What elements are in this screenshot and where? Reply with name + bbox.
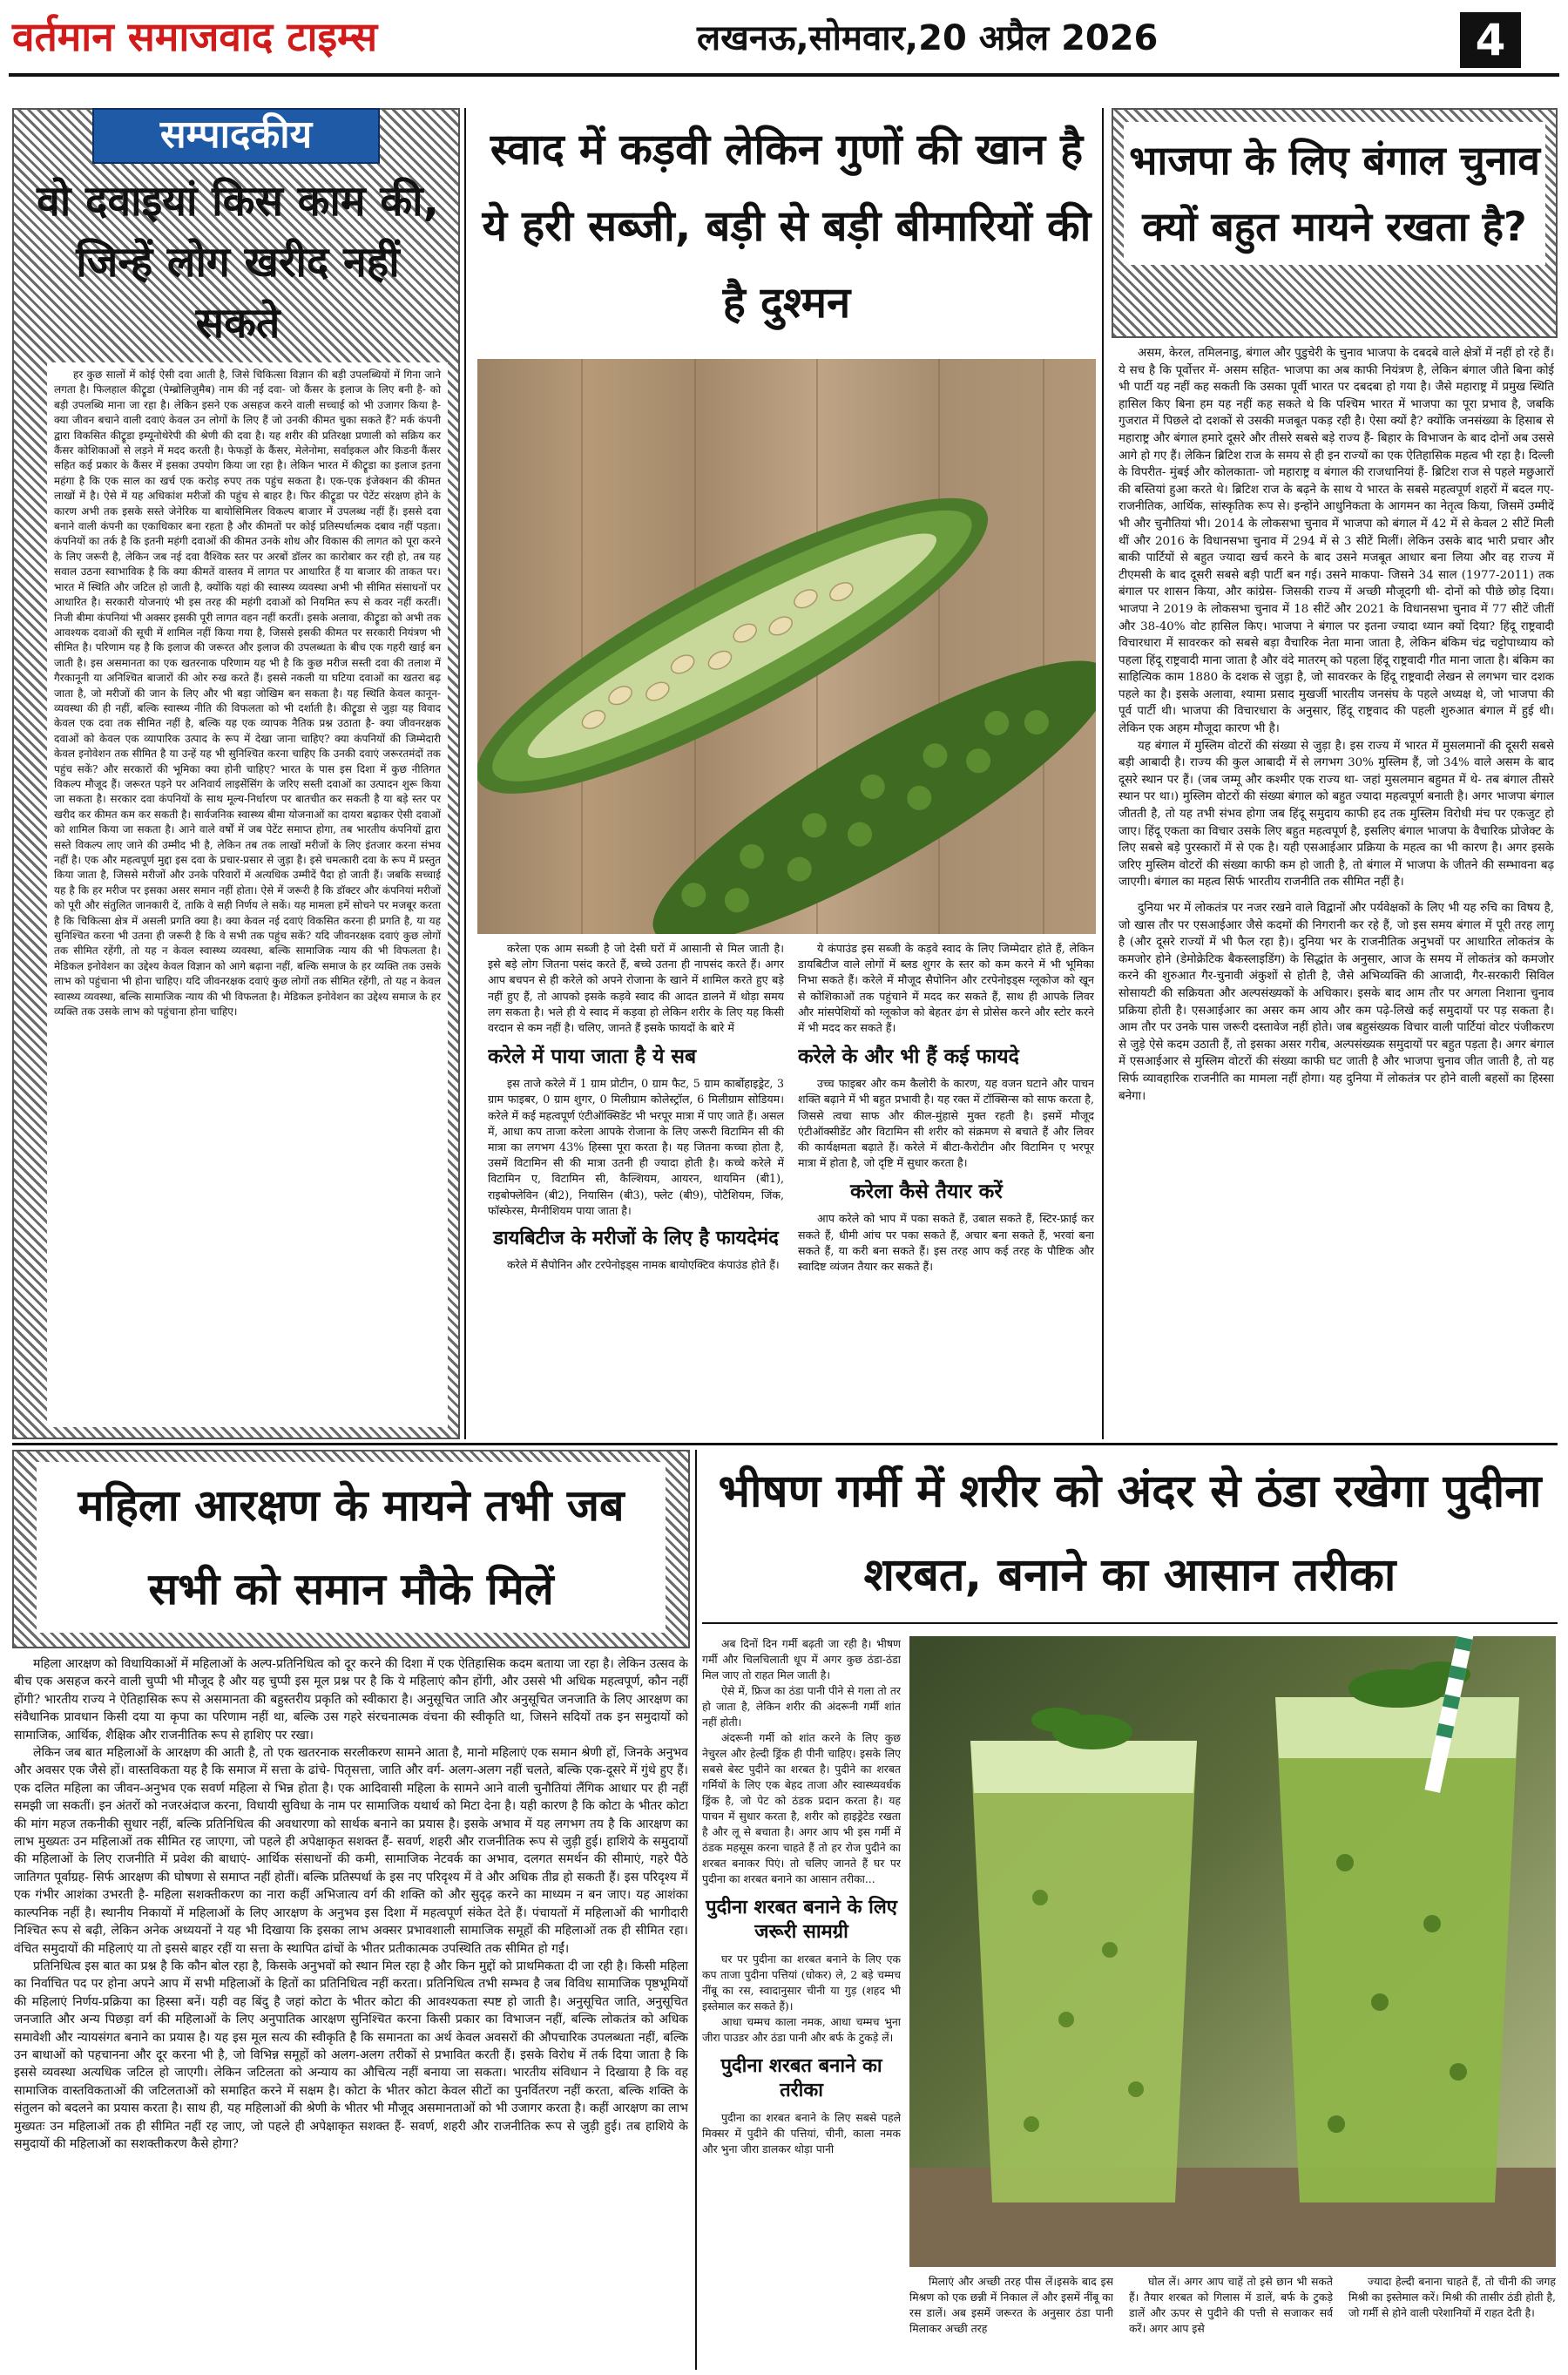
editorial-label-box — [92, 108, 380, 164]
mint-glass-left — [970, 1708, 1197, 2202]
reservation-paragraph: लेकिन जब बात महिलाओं के आरक्षण की आती है, तो एक खतरनाक सरलीकरण सामने आता है, मानो महिलाएं एक समान श्रेणी हों, जिनके अनुभव और अवसर एक जैसे हों। वास्तविकता यह है कि समाज में सत्ता के ढांचे- पितृसत्ता, जाति और वर्ग- अलग-अलग नहीं चलते, बल्कि एक-दूसरे में गुंथे हुए हैं। एक दलित महिला का जीवन-अनुभव एक सवर्ण महिला से भिन्न होता है। एक आदिवासी महिला के सामने आने वाली चुनौतियां लैंगिक आधार पर ही नहीं समझी जा सकतीं। इन अंतरों को नजरअंदाज करना, विधायी सुविधा के नाम पर सामाजिक यथार्थ को मिटा देना है। यही कारण है कि कोटा के भीतर कोटा की मांग महज तकनीकी सुधार नहीं, बल्कि प्रतिनिधित्व की अवधारणा को सार्थक बनाने का प्रयास है। इसके अभाव में यह लगभग तय है कि आरक्षण का लाभ मुख्यतः उन महिलाओं तक सीमित रह जाएगा, जो पहले ही अपेक्षाकृत सशक्त हैं- सवर्ण, शहरी और राजनीतिक रूप से जुड़ी हुई। हाशिये के समुदायों की महिलाओं के लिए राजनीति में प्रवेश की बाधाएं- आर्थिक संसाधनों की कमी, सामाजिक नेटवर्क का अभाव, दलगत समर्थन की सीमाएं, गहरे पैठे जातिगत पूर्वाग्रह- सिर्फ आरक्षण की घोषणा से समाप्त नहीं होतीं। बल्कि प्रतिस्पर्धा के इस नए परिदृश्य में वे और अधिक तीव्र हो सकती हैं। इस परिदृश्य में एक गंभीर आशंका उभरती है- महिला सशक्तीकरण का नारा कहीं अभिजात्य वर्ग की शक्ति को और सुदृढ़ करने का माध्यम न बन जाए। यह आशंका काल्पनिक नहीं है। स्थानीय निकायों में महिलाओं के लिए आरक्षण के अनुभव इस दिशा में महत्वपूर्ण संकेत देते हैं। पंचायतों में महिलाओं की भागीदारी निश्चित रूप से बढ़ी, लेकिन अनेक अध्ययनों ने यह भी दिखाया कि इसका लाभ अक्सर प्रभावशाली सामाजिक समूहों की महिलाओं तक ही सीमित रहा। वंचित समुदायों की महिलाएं या तो इससे बाहर रहीं या सत्ता के स्थापित ढांचों के भीतर प्रतीकात्मक उपस्थिति तक सीमित हो गईं। — [14, 1746, 688, 1956]
bittergourd-intro: करेला एक आम सब्जी है जो देसी घरों में आसानी से मिल जाती है। इसे बड़े लोग जितना पसंद करते हैं, बच्चे उतना ही नापसंद करते हैं। अगर आप बचपन से ही करेले को अपने रोजाना के खाने में शामिल करते हुए बड़े नहीं हुए हैं, तो आपको इसके कड़वे स्वाद की आदत डालने में थोड़ा समय लग सकता है। भले ही ये स्वाद में कड़वा हो लेकिन शरीर के लिए यह किसी वरदान से कम नहीं है। चलिए, जानते हैं इसके फायदों के बारे में — [488, 942, 784, 1035]
reservation-paragraph: प्रतिनिधित्व इस बात का प्रश्न है कि कौन बोल रहा है, किसके अनुभवों को स्थान मिल रहा है और किन मुद्दों को प्राथमिकता दी जा रही है। किसी महिला का निर्वाचित पद पर होना अपने आप में सभी महिलाओं के हितों का प्रतिनिधित्व नहीं करता। प्रतिनिधित्व तभी सम्भव है जब विविध सामाजिक पृष्ठभूमियों की महिलाएं निर्णय-प्रक्रिया का हिस्सा बनें। यही वह बिंदु है जहां कोटा के भीतर कोटा की आवश्यकता स्पष्ट हो जाती है। अनुसूचित जाति, अनुसूचित जनजाति और अन्य पिछड़ा वर्ग की महिलाओं के लिए अनुपातिक आरक्षण सुनिश्चित करना किसी प्रकार का विभाजन नहीं, बल्कि लोकतंत्र को अधिक समावेशी और न्यायसंगत बनाने का प्रयास है। यह इस मूल सत्य की स्वीकृति है कि समानता का अर्थ केवल अवसरों की औपचारिक उपलब्धता नहीं, बल्कि उन बाधाओं को पहचानना और दूर करना भी है, जो विभिन्न समूहों को अलग-अलग तरीकों से प्रभावित करती हैं। इसके विरोध में तर्क दिया जाता है कि इससे व्यवस्था अत्यधिक जटिल हो जाएगी। लेकिन जटिलता को अन्याय का औचित्य नहीं बनाया जा सकता। भारतीय संविधान ने दिखाया है कि वह सामाजिक वास्तविकताओं की जटिलताओं को समाहित करने में सक्षम है। कोटा के भीतर कोटा केवल सीटों का पुनर्वितरण नहीं करता, बल्कि शक्ति के संतुलन को बदलने का प्रयास करता है। साथ ही, यह महिलाओं की श्रेणी के भीतर भी मौजूद असमानताओं को भी उजागर करता है। कहीं आरक्षण का लाभ मुख्यतः उन महिलाओं तक ही सीमित नहीं रह जाए, जो पहले ही अपेक्षाकृत सशक्त हैं- सवर्ण, शहरी और राजनीतिक रूप से जुड़ी हुई। तब हाशिये के समुदायों की महिलाओं का सशक्तीकरण कैसे होगा? — [14, 1959, 688, 2151]
dateline: लखनऊ,सोमवार,20 अप्रैल 2026 — [697, 18, 1159, 58]
bittergourd-subhead-prepare: करेला कैसे तैयार करें — [850, 1181, 1003, 1204]
editorial-headline: वो दवाइयां किस काम की, जिन्हें लोग खरीद नहीं सकते — [37, 177, 439, 348]
mint-intro: अब दिनों दिन गर्मी बढ़ती जा रही है। भीषण गर्मी और चिलचिलाती धूप में अगर कुछ ठंडा-ठंडा मिल जाए तो राहत मिल जाती है। — [702, 1637, 901, 1681]
newspaper-name: वर्तमान समाजवाद टाइम्स — [12, 13, 378, 60]
mint-method-1: पुदीना का शरबत बनाने के लिए सबसे पहले मिक्सर में पुदीने की पत्तियां, चीनी, काला नमक और भुना जीरा डालकर थोड़ा पानी — [702, 2111, 901, 2155]
mint-ingredients-2: आधा चम्मच काला नमक, आधा चम्मच भुना जीरा पाउडर और ठंडा पानी और बर्फ के टुकड़े लें। — [702, 2015, 901, 2044]
mint-subhead-ingredients: पुदीना शरबत बनाने के लिए जरूरी सामग्री — [706, 1897, 897, 1943]
bengal-paragraph: दुनिया भर में लोकतंत्र पर नजर रखने वाले विद्वानों और पर्यवेक्षकों के लिए भी यह रुचि का विषय है, जो खास तौर पर एसआईआर जैसे कदमों की निगरानी कर रहे हैं, जो इस समय बंगाल में पूरी तरह लागू है (और दूसरे राज्यों में भी फैल रहा है)। दुनिया भर के राजनीतिक अनुभवों पर आधारित लोकतंत्र के कमजोर होने (डेमोक्रेटिक बैकस्लाइडिंग) के सिद्धांत के अनुसार, आज के समय में लोकतंत्र को कमजोर करने की शुरुआत गैर-चुनावी अंकुशों से होती है, जैसे अभिव्यक्ति की आजादी, गैर-सरकारी सिविल सोसायटी की सक्रियता और अल्पसंख्यकों के अधिकार। इसके बाद आम तौर पर अगला निशाना चुनाव प्रक्रिया होती है। एसआईआर का असर कम आय और कम पढ़े-लिखे कई समुदायों पर पड़ सकता है। आम तौर पर उनके पास जरूरी दस्तावेज नहीं होते। जब बहुसंख्यक विचार वाली पार्टियां वोटर पंजीकरण से जुड़े ऐसे कदम उठाती हैं, तो इसका असर गरीब, अल्पसंख्यक समुदायों पर बहुत पड़ता है। अगर बंगाल में एसआईआर से मुस्लिम वोटरों की संख्या काफी घट जाती है और भाजपा चुनाव जीत जाती है, तो यह सिर्फ व्यावहारिक राजनीति का मामला नहीं होगा। यह दुनिया में लोकतंत्र पर होने वाली बहसों का हिस्सा बनेगा। — [1119, 902, 1554, 1103]
mint-illustration — [909, 1636, 1556, 2267]
reservation-paragraph: महिला आरक्षण को विधायिकाओं में महिलाओं के अल्प-प्रतिनिधित्व को दूर करने की दिशा में एक ऐतिहासिक कदम बताया जा रहा है। लेकिन उत्सव के बीच एक असहज करने वाली चुप्पी भी मौजूद है और यह चुप्पी इस मूल प्रश्न पर है कि ये महिलाएं कौन होंगी, और उससे भी अधिक महत्वपूर्ण, कौन नहीं होंगी? भारतीय राज्य ने ऐतिहासिक रूप से असमानता की बहुस्तरीय प्रकृति को स्वीकारा है। अनुसूचित जाति और अनुसूचित जनजाति के लिए आरक्षण का संवैधानिक प्रावधान किसी दया या कृपा का परिणाम नहीं था, बल्कि उस गहरे संरचनात्मक वंचना की स्वीकृति था, जिसने सदियों तक इन समुदायों को सामाजिक, आर्थिक, शैक्षिक और राजनीतिक रूप से हाशिए पर रखा। — [14, 1657, 688, 1742]
column-rule — [695, 1450, 697, 2370]
bittergourd-subhead-nutrients: करेले में पाया जाता है ये सब — [488, 1045, 697, 1069]
bittergourd-photo — [477, 359, 1096, 934]
bittergourd-nutrients: इस ताजे करेले में 1 ग्राम प्रोटीन, 0 ग्राम फैट, 5 ग्राम कार्बोहाइड्रेट, 3 ग्राम फाइबर, 0 ग्राम शुगर, 0 मिलीग्राम कोलेस्ट्रॉल, 6 मिलीग्राम सोडियम। करेले में कई महत्वपूर्ण एंटीऑक्सिडेंट भी भरपूर मात्रा में पाए जाते हैं। असल में, आधा कप ताजा करेला आपके रोजाना के लिए जरूरी विटामिन सी की मात्रा का लगभग 43% हिस्सा पूरा करता है। यह जितना कच्चा होता है, उसमें विटामिन सी की मात्रा उतनी ही ज्यादा होती है। कच्चे करेले में विटामिन ए, विटामिन सी, कैल्शियम, आयरन, थायमिन (बी1), राइबोफ्लेविन (बी2), नियासिन (बी3), फ्लेट (बी9), पोटैशियम, जिंक, फॉस्फेरस, मैग्नीशियम पाया जाता है। — [488, 1077, 784, 1217]
reservation-headline-box — [12, 1450, 690, 1648]
page-number: 4 — [1460, 12, 1521, 68]
mint-method-2: मिलाएं और अच्छी तरह पीस लें।इसके बाद इस मिश्रण को एक छन्नी में निकाल लें और इसमें नींबू का रस डालें। अब इसमें जरूरत के अनुसार ठंडा पानी मिलाकर अच्छी तरह — [909, 2275, 1113, 2335]
bittergourd-illustration — [477, 359, 1096, 934]
editorial-label: सम्पादकीय — [159, 112, 313, 157]
bittergourd-headline: स्वाद में कड़वी लेकिन गुणों की खान है ये हरी सब्जी, बड़ी से बड़ी बीमारियों की है दुश्मन — [482, 125, 1092, 328]
bittergourd-compounds: ये कंपाउंड इस सब्जी के कड़वे स्वाद के लिए जिम्मेदार होते हैं, लेकिन डायबिटीज वाले लोगों में ब्लड शुगर के स्तर को कम करने में भी भूमिका निभा सकते हैं। करेले में मौजूद सैपोनिन और टरपेनोइड्स ग्लूकोज को खून से कोशिकाओं तक पहुंचाने में मदद कर सकते हैं, साथ ही आपके लिवर और मांसपेशियों को ग्लूकोज को बेहतर ढंग से प्रोसेस करने और स्टोर करने में भी मदद कर सकते हैं। — [798, 942, 1094, 1035]
mint-col4 — [1348, 2274, 1556, 2370]
bengal-paragraph: यह बंगाल में मुस्लिम वोटरों की संख्या से जुड़ा है। इस राज्य में भारत में मुसलमानों की दूसरी सबसे बड़ी आबादी है। राज्य की कुल आबादी में से लगभग 30% मुस्लिम हैं, जो 34% वाले असम के बाद दूसरे स्थान पर हैं। (जब जम्मू और कश्मीर एक राज्य था- जहां मुसलमान बहुमत में थे- तब बंगाल तीसरे स्थान पर था।) मुस्लिम वोटरों की संख्या बंगाल को बहुत ज्यादा महत्वपूर्ण बनाती है। अगर भाजपा बंगाल जीतती है, तो यह तभी संभव होगा जब हिंदू समुदाय काफी हद तक मुस्लिम विरोधी मंच पर एकजुट हो जाए। हिंदू एकता का विचार उसके लिए बहुत महत्वपूर्ण है, इसलिए बंगाल भाजपा के वैचारिक प्रोजेक्ट के लिए सबसे बड़े पुरस्कारों में से एक है। यही एसआईआर प्रक्रिया के महत्व का भी कारण है। अगर इसके जरिए मुस्लिम वोटरों की संख्या काफी कम हो जाती है, तो बंगाल में भाजपा के जीतने की सम्भावना बढ़ जाएगी। बंगाल का महत्व सिर्फ भारतीय राजनीति तक सीमित नहीं है। — [1119, 739, 1554, 890]
mint-method-4: ज्यादा हेल्दी बनाना चाहते हैं, तो चीनी की जगह मिश्री का इस्तेमाल करें। मिश्री की तासीर ठंडी होती है, जो गर्मी से होने वाली परेशानियों में राहत देती है। — [1348, 2275, 1556, 2319]
reservation-body — [14, 1655, 688, 2370]
bittergourd-col2 — [798, 941, 1094, 1432]
mint-method-3: घोल लें। अगर आप चाहें तो इसे छान भी सकते हैं। तैयार शरबत को गिलास में डालें, बर्फ के टुकड़े डालें और ऊपर से पुदीने की पत्ती से सजाकर सर्व करें। अगर आप इसे — [1129, 2275, 1333, 2335]
mint-subhead-method: पुदीना शरबत बनाने का तरीका — [720, 2055, 882, 2101]
section-rule — [12, 1443, 1558, 1445]
editorial-body — [47, 362, 448, 1427]
bengal-headline-box — [1112, 108, 1558, 338]
mint-glass-right — [1275, 1661, 1519, 2202]
bittergourd-benefits: उच्च फाइबर और कम कैलोरी के कारण, यह वजन घटाने और पाचन शक्ति बढ़ाने में भी बहुत प्रभावी है। यह रक्त में टॉक्सिन्स को साफ करता है, जिससे त्वचा साफ और कील-मुंहासे मुक्त रहती है। इसमें मौजूद एंटीऑक्सीडेंट और विटामिन सी शरीर को संक्रमण से बचाते हैं और लिवर की कार्यक्षमता बढ़ाते हैं। करेले में बीटा-कैरोटीन और विटामिन ए भरपूर मात्रा में होता है, जो दृष्टि में सुधार करता है। — [798, 1077, 1094, 1170]
bittergourd-subhead-diabetes: डायबिटीज के मरीजों के लिए है फायदेमंद — [493, 1228, 779, 1250]
bengal-body — [1119, 345, 1554, 1434]
bittergourd-col1 — [488, 941, 784, 1432]
mint-intro-3: अंदरूनी गर्मी को शांत करने के लिए कुछ नेचुरल और हेल्दी ड्रिंक ही पीनी चाहिए। इसके लिए सबसे बेस्ट पुदीने का शरबत है। पुदीने का शरबत गर्मियों के लिए एक बेहद ताजा और स्वास्थ्यवर्धक ड्रिंक है, जो पेट को ठंडक प्रदान करता है। यह पाचन में सुधार करता है, शरीर को हाइड्रेटेड रखता है और लू से बचाता है। अगर आप भी इस गर्मी में ठंडक महसूस करना चाहते हैं तो हर रोज पुदीने का शरबत बनाकर पिएं। तो चलिए जानते हैं घर पर पुदीना का शरबत बनाने का आसान तरीका... — [702, 1731, 901, 1885]
mint-intro-2: ऐसे में, फ्रिज का ठंडा पानी पीने से गला तो तर हो जाता है, लेकिन शरीर की अंदरूनी गर्मी शांत नहीं होती। — [702, 1684, 901, 1729]
bittergourd-subhead-benefits: करेले के और भी हैं कई फायदे — [798, 1045, 1019, 1069]
column-rule — [464, 108, 466, 1439]
reservation-headline: महिला आरक्षण के मायने तभी जब सभी को समान मौके मिलें — [37, 1462, 666, 1633]
column-rule — [1102, 108, 1104, 1439]
masthead-rule — [9, 73, 1559, 77]
bengal-headline: भाजपा के लिए बंगाल चुनाव क्यों बहुत मायने रखता है? — [1124, 122, 1545, 265]
mint-col1 — [702, 1636, 901, 2370]
bittergourd-prepare: आप करेले को भाप में पका सकते हैं, उबाल सकते हैं, स्टिर-फ्राई कर सकते हैं, धीमी आंच पर पका सकते हैं, अचार बना सकते हैं, भरवां बना सकते हैं, या करी बना सकते हैं। इस तरह आप कई तरह के पौष्टिक और स्वादिष्ट व्यंजन तैयार कर सकते हैं। — [798, 1212, 1094, 1274]
mint-ingredients: घर पर पुदीना का शरबत बनाने के लिए एक कप ताजा पुदीना पत्तियां (धोकर) ले, 2 बड़े चम्मच नींबू का रस, स्वादानुसार चीनी या गुड़ (शहद भी इस्तेमाल कर सकते हैं)। — [702, 1952, 901, 2013]
mint-photo — [909, 1636, 1556, 2267]
mint-col3 — [1129, 2274, 1333, 2370]
mint-col2 — [909, 2274, 1113, 2370]
mint-headline: भीषण गर्मी में शरीर को अंदर से ठंडा रखेगा पुदीना शरबत, बनाने का आसान तरीका — [702, 1450, 1558, 1624]
bittergourd-diabetes: करेले में सैपोनिन और टरपेनोइड्स नामक बायोएक्टिव कंपाउंड होते हैं। — [507, 1258, 780, 1272]
editorial-paragraph: हर कुछ सालों में कोई ऐसी दवा आती है, जिसे चिकित्सा विज्ञान की बड़ी उपलब्धियों में गिना जाने लगता है। फिलहाल कीट्रूडा (पेम्ब्रोलिज़ुमैब) नाम की नई दवा- जो कैंसर के इलाज के लिए बनी है- को बड़ी उपलब्धि माना जा रहा है। लेकिन इसने एक असहज करने वाली सच्चाई को भी उजागर किया है- क्या जीवन बचाने वाली दवाएं केवल उन लोगों के लिए हैं जो उनकी कीमत चुका सकते हैं? मर्क कंपनी द्वारा विकसित कीट्रूडा इम्यूनोथेरेपी की श्रेणी की दवा है। यह शरीर की प्रतिरक्षा प्रणाली को सक्रिय कर कैंसर कोशिकाओं से लड़ने में मदद करती है। फेफड़ों के कैंसर, मेलेनोमा, सर्वाइकल और किडनी कैंसर सहित कई प्रकार के कैंसर में इसका उपयोग किया जा रहा है। लेकिन भारत में कीट्रूडा का इलाज इतना महंगा है कि एक साल का खर्च एक करोड़ रुपए तक पहुंच सकता है। एक-एक इंजेक्शन की कीमत लाखों में है। ऐसे में यह अधिकांश मरीजों की पहुंच से बाहर है। फिर कीट्रूडा पर पेटेंट संरक्षण होने के कारण अभी तक इसके सस्ते जेनेरिक या बायोसिमिलर विकल्प बाजार में उपलब्ध नहीं हैं। इससे दवा बनाने वाली कंपनी का एकाधिकार बना रहता है और कीमतों पर कोई प्रतिस्पर्धात्मक दबाव नहीं पड़ता। कंपनियों का तर्क है कि इतनी महंगी दवाओं की कीमत उनके शोध और विकास की लागत को पूरा करने के लिए जरूरी है, लेकिन जब नई दवा वैश्विक स्तर पर अरबों डॉलर का कारोबार कर रही हो, तब यह सवाल उठना स्वाभाविक है कि क्या कीमतें वास्तव में लागत पर आधारित हैं या बाजार की ताकत पर। भारत में स्थिति और जटिल हो जाती है, क्योंकि यहां की स्वास्थ्य व्यवस्था अभी भी सीमित संसाधनों पर आधारित है। सरकारी योजनाएं भी इस तरह की महंगी दवाओं को नियमित रूप से कवर नहीं करतीं। निजी बीमा कंपनियां भी अक्सर इसकी पूरी लागत वहन नहीं करतीं। इसके अलावा, कीट्रूडा को अभी तक आवश्यक दवाओं की सूची में शामिल नहीं किया गया है, जिससे इसकी कीमत पर सरकारी नियंत्रण भी सीमित है। परिणाम यह है कि इलाज की जरूरत और इलाज की उपलब्धता के बीच एक गहरी खाई बन जाती है। इस असमानता का एक खतरनाक परिणाम यह भी है कि कुछ मरीज सस्ती दवा की तलाश में गैरकानूनी या अनिश्चित बाजारों की ओर रुख करते हैं। इससे नकली या घटिया दवाओं का खतरा बढ़ जाता है, जो मरीजों की जान के लिए और भी बड़ा जोखिम बन सकता है। यह स्थिति केवल कानून-व्यवस्था की ही नहीं, बल्कि स्वास्थ्य नीति की विफलता को भी दर्शाती है। कीट्रूडा से जुड़ा यह विवाद केवल एक दवा तक सीमित नहीं है, बल्कि यह एक व्यापक नैतिक प्रश्न उठाता है- क्या जीवनरक्षक दवाओं को केवल एक व्यापारिक उत्पाद के रूप में देखा जाना चाहिए? क्या कंपनियों की जिम्मेदारी केवल इनोवेशन तक सीमित है या उन्हें यह भी सुनिश्चित करना चाहिए कि उनकी दवाएं जरूरतमंदों तक पहुंच सकें? और सरकारों की भूमिका क्या होनी चाहिए? भारत के पास इस दिशा में कुछ नीतिगत विकल्प मौजूद हैं। जरूरत पड़ने पर अनिवार्य लाइसेंसिंग के जरिए सस्ती दवाओं का उत्पादन शुरू किया जा सकता है। सरकार दवा कंपनियों के साथ मूल्य-निर्धारण पर बातचीत कर सकती है या बड़े स्तर पर खरीद कर कीमत कम कर सकती है। सार्वजनिक स्वास्थ्य बीमा योजनाओं का दायरा बढ़ाकर ऐसी दवाओं को शामिल किया जा सकता है। आने वाले वर्षों में जब पेटेंट समाप्त होगा, तब भारतीय कंपनियों द्वारा सस्ते विकल्प लाए जाने की उम्मीद भी है, लेकिन तब तक लाखों मरीजों के लिए इंतजार करना संभव नहीं है। एक और महत्वपूर्ण मुद्दा इस दवा के प्रचार-प्रसार से जुड़ा है। इसे चमत्कारी दवा के रूप में प्रस्तुत किया जाता है, जिससे मरीजों और उनके परिवारों में अत्यधिक उम्मीदें पैदा हो जाती हैं। जबकि सच्चाई यह है कि हर मरीज पर इसका असर समान नहीं होता। ऐसे में जरूरी है कि डॉक्टर और कंपनियां मरीजों को पूरी और संतुलित जानकारी दें, ताकि वे सही निर्णय ले सकें। यह मामला हमें सोचने पर मजबूर करता है कि चिकित्सा क्षेत्र में असली प्रगति क्या है। क्या केवल नई दवाएं विकसित करना ही प्रगति है, या यह सुनिश्चित करना भी उतना ही जरूरी है कि वे सभी तक पहुंच सकें? यदि जीवनरक्षक दवाएं कुछ लोगों तक सीमित रहेंगी, तो यह न केवल स्वास्थ्य व्यवस्था, बल्कि सामाजिक न्याय की भी विफलता है। मेडिकल इनोवेशन का उद्देश्य केवल विज्ञान को आगे बढ़ाना नहीं, बल्कि समाज के हर व्यक्ति तक उसके लाभ को पहुंचाना भी होना चाहिए। यदि जीवनरक्षक दवाएं कुछ लोगों तक सीमित रहेंगी, तो यह न केवल स्वास्थ्य व्यवस्था, बल्कि सामाजिक न्याय की भी विफलता है। मेडिकल इनोवेशन का उद्देश्य समाज के हर व्यक्ति तक उसके लाभ को पहुंचाना होना चाहिए। — [54, 369, 441, 1018]
bengal-paragraph: असम, केरल, तमिलनाडु, बंगाल और पुडुचेरी के चुनाव भाजपा के दबदबे वाले क्षेत्रों में नहीं हो रहे हैं। ये सच है कि पूर्वोत्तर में- असम सहित- भाजपा का अब काफी नियंत्रण है, लेकिन बंगाल जीते बिना कोई भी पार्टी यह नहीं कह सकती कि उसका पूर्वी भारत पर दबदबा हो गया है। जैसे महाराष्ट्र में प्रमुख स्थिति हासिल किए बिना हम यह नहीं कह सकते थे कि पश्चिम भारत में भाजपा का पूरा प्रभाव है, जबकि गुजरात में पिछले दो दशकों से उसकी मजबूत पकड़ रही है। ऐसा क्यों है? क्योंकि जनसंख्या के हिसाब से महाराष्ट्र और बंगाल हमारे दूसरे और तीसरे सबसे बड़े राज्य हैं- बिहार के विभाजन के बाद दोनों अब उससे आगे हो गए हैं। लेकिन ब्रिटिश राज के समय से ही इन राज्यों का एक ऐतिहासिक महत्व भी रहा है। दिल्ली के विपरीत- मुंबई और कोलकाता- जो महाराष्ट्र व बंगाल की राजधानियां हैं- ब्रिटिश राज से पहले मछुआरों की बस्तियां हुआ करते थे। ब्रिटिश राज के बढ़ने के साथ ये भारत के सबसे महत्वपूर्ण शहरों में बदल गए- राजनीतिक, आर्थिक, सांस्कृतिक रूप से। इन्होंने आधुनिकता के आगमन का नेतृत्व किया, जिसमें उम्मीदें भी और चुनौतियां भी। 2014 के लोकसभा चुनाव में भाजपा को बंगाल में 42 में से केवल 2 सीटें मिली थीं और 2016 के विधानसभा चुनाव में 294 में से 3 सीटें मिलीं। लेकिन उसके बाद भारी प्रचार और बाकी पार्टियों से बहुत ज्यादा खर्च करने के बाद उसने मजबूत आधार बना लिया और वह राज्य में टीएमसी के बाद दूसरी सबसे बड़ी पार्टी बन गई। उसने माकपा- जिसने 34 साल (1977-2011) तक बंगाल पर शासन किया, और कांग्रेस- जिसकी राज्य में अच्छी मौजूदगी थी- दोनों को पीछे छोड़ दिया। भाजपा ने 2019 के लोकसभा चुनाव में 18 सीटें और 2021 के विधानसभा चुनाव में 77 सीटें जीतीं और 38-40% वोट हासिल किए। भाजपा ने बंगाल पर इतना ज्यादा ध्यान क्यों दिया? हिंदू राष्ट्रवादी विचारधारा में सावरकर को सबसे बड़ा वैचारिक नेता माना जाता है, लेकिन बंकिम चंद्र चट्टोपाध्याय को पहला हिंदू राष्ट्रवादी माना जाता है और वंदे मातरम् को पहला हिंदू राष्ट्रवादी गीत माना जाता है। बंकिम का साहित्यिक काम 1880 के दशक से जुड़ा है, जो सावरकर के हिंदू राष्ट्रवादी लेखन से लगभग चार दशक पहले का है। इसके अलावा, श्यामा प्रसाद मुखर्जी भारतीय जनसंघ के पहले अध्यक्ष थे, जो भाजपा की पूर्व पार्टी थी। भाजपा की विचारधारा के अनुसार, हिंदू राष्ट्रवाद की पहली शुरुआत बंगाल में हुई थी। लेकिन एक अहम मौजूदा कारण भी है। — [1119, 347, 1554, 736]
